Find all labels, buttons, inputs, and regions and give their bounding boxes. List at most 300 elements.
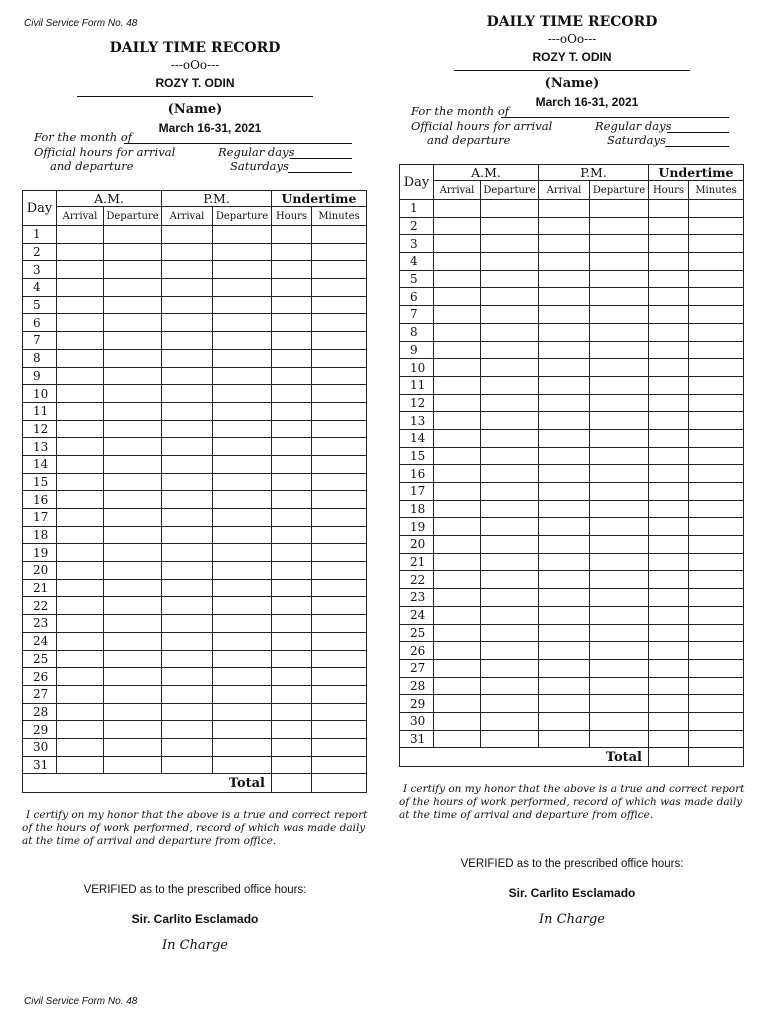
am-departure-cell[interactable]	[104, 279, 162, 297]
am-departure-cell[interactable]	[481, 359, 539, 377]
pm-arrival-cell[interactable]	[539, 341, 590, 359]
pm-arrival-cell[interactable]	[162, 491, 213, 509]
am-arrival-cell[interactable]	[434, 518, 481, 536]
am-arrival-cell[interactable]	[57, 473, 104, 491]
pm-arrival-cell[interactable]	[162, 615, 213, 633]
pm-arrival-cell[interactable]	[539, 624, 590, 642]
undertime-minutes-cell[interactable]	[312, 473, 367, 491]
undertime-hours-cell[interactable]	[649, 394, 689, 412]
pm-arrival-cell[interactable]	[162, 349, 213, 367]
undertime-hours-cell[interactable]	[272, 509, 312, 527]
am-departure-cell[interactable]	[104, 402, 162, 420]
pm-departure-cell[interactable]	[590, 412, 649, 430]
pm-arrival-cell[interactable]	[162, 367, 213, 385]
undertime-hours-cell[interactable]	[649, 624, 689, 642]
pm-departure-cell[interactable]	[590, 518, 649, 536]
pm-departure-cell[interactable]	[590, 217, 649, 235]
pm-arrival-cell[interactable]	[162, 385, 213, 403]
pm-arrival-cell[interactable]	[539, 217, 590, 235]
undertime-hours-cell[interactable]	[649, 270, 689, 288]
pm-arrival-cell[interactable]	[162, 402, 213, 420]
am-arrival-cell[interactable]	[57, 226, 104, 244]
undertime-minutes-cell[interactable]	[312, 438, 367, 456]
pm-arrival-cell[interactable]	[539, 712, 590, 730]
pm-arrival-cell[interactable]	[539, 376, 590, 394]
pm-departure-cell[interactable]	[590, 253, 649, 271]
undertime-hours-cell[interactable]	[272, 491, 312, 509]
pm-arrival-cell[interactable]	[539, 447, 590, 465]
undertime-minutes-cell[interactable]	[689, 659, 744, 677]
undertime-minutes-cell[interactable]	[689, 253, 744, 271]
pm-departure-cell[interactable]	[590, 624, 649, 642]
am-arrival-cell[interactable]	[434, 712, 481, 730]
am-departure-cell[interactable]	[481, 235, 539, 253]
am-departure-cell[interactable]	[481, 624, 539, 642]
undertime-hours-cell[interactable]	[649, 200, 689, 218]
am-departure-cell[interactable]	[104, 296, 162, 314]
pm-departure-cell[interactable]	[590, 359, 649, 377]
am-arrival-cell[interactable]	[434, 500, 481, 518]
pm-arrival-cell[interactable]	[162, 703, 213, 721]
am-arrival-cell[interactable]	[57, 279, 104, 297]
am-departure-cell[interactable]	[104, 650, 162, 668]
undertime-minutes-cell[interactable]	[312, 367, 367, 385]
pm-departure-cell[interactable]	[590, 429, 649, 447]
undertime-hours-cell[interactable]	[649, 323, 689, 341]
pm-arrival-cell[interactable]	[162, 756, 213, 774]
undertime-minutes-cell[interactable]	[689, 483, 744, 501]
pm-arrival-cell[interactable]	[539, 518, 590, 536]
pm-departure-cell[interactable]	[590, 659, 649, 677]
pm-arrival-cell[interactable]	[539, 659, 590, 677]
undertime-hours-cell[interactable]	[272, 261, 312, 279]
am-arrival-cell[interactable]	[434, 677, 481, 695]
am-arrival-cell[interactable]	[434, 235, 481, 253]
am-arrival-cell[interactable]	[57, 455, 104, 473]
undertime-hours-cell[interactable]	[272, 650, 312, 668]
pm-departure-cell[interactable]	[590, 730, 649, 748]
undertime-hours-cell[interactable]	[649, 253, 689, 271]
undertime-hours-cell[interactable]	[272, 243, 312, 261]
am-departure-cell[interactable]	[104, 455, 162, 473]
am-departure-cell[interactable]	[481, 730, 539, 748]
pm-departure-cell[interactable]	[213, 491, 272, 509]
undertime-hours-cell[interactable]	[272, 685, 312, 703]
am-arrival-cell[interactable]	[57, 367, 104, 385]
am-departure-cell[interactable]	[481, 200, 539, 218]
am-departure-cell[interactable]	[104, 579, 162, 597]
am-arrival-cell[interactable]	[57, 420, 104, 438]
am-departure-cell[interactable]	[104, 597, 162, 615]
am-departure-cell[interactable]	[481, 394, 539, 412]
undertime-hours-cell[interactable]	[649, 376, 689, 394]
undertime-hours-cell[interactable]	[272, 420, 312, 438]
undertime-minutes-cell[interactable]	[689, 376, 744, 394]
pm-departure-cell[interactable]	[213, 420, 272, 438]
am-arrival-cell[interactable]	[57, 544, 104, 562]
undertime-minutes-cell[interactable]	[312, 349, 367, 367]
pm-departure-cell[interactable]	[213, 473, 272, 491]
am-arrival-cell[interactable]	[57, 349, 104, 367]
am-arrival-cell[interactable]	[434, 642, 481, 660]
undertime-hours-cell[interactable]	[272, 562, 312, 580]
pm-arrival-cell[interactable]	[539, 235, 590, 253]
undertime-hours-cell[interactable]	[649, 483, 689, 501]
pm-arrival-cell[interactable]	[539, 306, 590, 324]
pm-departure-cell[interactable]	[590, 323, 649, 341]
am-arrival-cell[interactable]	[57, 296, 104, 314]
undertime-minutes-cell[interactable]	[689, 341, 744, 359]
am-arrival-cell[interactable]	[57, 491, 104, 509]
pm-departure-cell[interactable]	[213, 296, 272, 314]
pm-departure-cell[interactable]	[590, 642, 649, 660]
am-departure-cell[interactable]	[104, 367, 162, 385]
undertime-hours-cell[interactable]	[649, 712, 689, 730]
pm-departure-cell[interactable]	[590, 465, 649, 483]
undertime-hours-cell[interactable]	[649, 447, 689, 465]
am-arrival-cell[interactable]	[434, 341, 481, 359]
am-arrival-cell[interactable]	[434, 536, 481, 554]
pm-arrival-cell[interactable]	[539, 606, 590, 624]
pm-departure-cell[interactable]	[213, 385, 272, 403]
am-arrival-cell[interactable]	[434, 695, 481, 713]
undertime-minutes-cell[interactable]	[312, 261, 367, 279]
am-arrival-cell[interactable]	[57, 385, 104, 403]
pm-departure-cell[interactable]	[213, 562, 272, 580]
am-arrival-cell[interactable]	[57, 703, 104, 721]
undertime-minutes-cell[interactable]	[312, 226, 367, 244]
am-departure-cell[interactable]	[104, 385, 162, 403]
undertime-hours-cell[interactable]	[272, 615, 312, 633]
undertime-minutes-cell[interactable]	[312, 756, 367, 774]
am-arrival-cell[interactable]	[57, 721, 104, 739]
am-arrival-cell[interactable]	[57, 261, 104, 279]
am-departure-cell[interactable]	[481, 323, 539, 341]
pm-arrival-cell[interactable]	[162, 579, 213, 597]
pm-arrival-cell[interactable]	[162, 314, 213, 332]
am-departure-cell[interactable]	[104, 615, 162, 633]
undertime-minutes-cell[interactable]	[689, 606, 744, 624]
am-arrival-cell[interactable]	[434, 412, 481, 430]
am-departure-cell[interactable]	[481, 642, 539, 660]
undertime-hours-cell[interactable]	[649, 429, 689, 447]
am-departure-cell[interactable]	[481, 500, 539, 518]
pm-departure-cell[interactable]	[590, 341, 649, 359]
pm-departure-cell[interactable]	[213, 509, 272, 527]
am-departure-cell[interactable]	[481, 447, 539, 465]
am-departure-cell[interactable]	[481, 376, 539, 394]
undertime-minutes-cell[interactable]	[312, 703, 367, 721]
pm-arrival-cell[interactable]	[162, 526, 213, 544]
undertime-minutes-cell[interactable]	[689, 323, 744, 341]
undertime-minutes-cell[interactable]	[312, 314, 367, 332]
am-arrival-cell[interactable]	[57, 509, 104, 527]
undertime-minutes-cell[interactable]	[312, 420, 367, 438]
pm-arrival-cell[interactable]	[162, 509, 213, 527]
pm-departure-cell[interactable]	[213, 367, 272, 385]
am-arrival-cell[interactable]	[57, 579, 104, 597]
undertime-minutes-cell[interactable]	[312, 296, 367, 314]
pm-arrival-cell[interactable]	[539, 553, 590, 571]
am-arrival-cell[interactable]	[434, 553, 481, 571]
undertime-minutes-cell[interactable]	[689, 571, 744, 589]
am-arrival-cell[interactable]	[57, 597, 104, 615]
undertime-hours-cell[interactable]	[272, 703, 312, 721]
pm-arrival-cell[interactable]	[162, 226, 213, 244]
am-arrival-cell[interactable]	[57, 332, 104, 350]
undertime-hours-cell[interactable]	[649, 730, 689, 748]
am-departure-cell[interactable]	[104, 314, 162, 332]
am-arrival-cell[interactable]	[57, 526, 104, 544]
am-departure-cell[interactable]	[104, 756, 162, 774]
pm-arrival-cell[interactable]	[162, 721, 213, 739]
undertime-hours-cell[interactable]	[272, 455, 312, 473]
pm-arrival-cell[interactable]	[162, 597, 213, 615]
undertime-minutes-cell[interactable]	[312, 385, 367, 403]
pm-arrival-cell[interactable]	[539, 394, 590, 412]
am-arrival-cell[interactable]	[434, 200, 481, 218]
undertime-hours-cell[interactable]	[272, 668, 312, 686]
am-arrival-cell[interactable]	[57, 650, 104, 668]
undertime-minutes-cell[interactable]	[689, 712, 744, 730]
undertime-hours-cell[interactable]	[272, 385, 312, 403]
undertime-minutes-cell[interactable]	[312, 668, 367, 686]
undertime-hours-cell[interactable]	[272, 402, 312, 420]
undertime-hours-cell[interactable]	[272, 438, 312, 456]
pm-arrival-cell[interactable]	[539, 695, 590, 713]
pm-arrival-cell[interactable]	[162, 738, 213, 756]
pm-departure-cell[interactable]	[590, 571, 649, 589]
pm-departure-cell[interactable]	[213, 756, 272, 774]
pm-arrival-cell[interactable]	[162, 632, 213, 650]
pm-departure-cell[interactable]	[213, 243, 272, 261]
am-departure-cell[interactable]	[104, 526, 162, 544]
undertime-minutes-cell[interactable]	[689, 642, 744, 660]
undertime-hours-cell[interactable]	[272, 296, 312, 314]
undertime-minutes-cell[interactable]	[312, 597, 367, 615]
am-departure-cell[interactable]	[104, 491, 162, 509]
am-departure-cell[interactable]	[104, 562, 162, 580]
pm-arrival-cell[interactable]	[539, 270, 590, 288]
pm-departure-cell[interactable]	[590, 712, 649, 730]
am-departure-cell[interactable]	[481, 518, 539, 536]
undertime-hours-cell[interactable]	[272, 597, 312, 615]
am-arrival-cell[interactable]	[434, 270, 481, 288]
undertime-minutes-cell[interactable]	[689, 270, 744, 288]
pm-arrival-cell[interactable]	[162, 332, 213, 350]
pm-departure-cell[interactable]	[213, 314, 272, 332]
am-arrival-cell[interactable]	[434, 217, 481, 235]
am-departure-cell[interactable]	[104, 261, 162, 279]
am-arrival-cell[interactable]	[434, 659, 481, 677]
undertime-hours-cell[interactable]	[649, 235, 689, 253]
am-arrival-cell[interactable]	[57, 668, 104, 686]
undertime-minutes-cell[interactable]	[689, 288, 744, 306]
pm-departure-cell[interactable]	[213, 402, 272, 420]
undertime-hours-cell[interactable]	[649, 589, 689, 607]
am-departure-cell[interactable]	[481, 677, 539, 695]
am-arrival-cell[interactable]	[57, 402, 104, 420]
undertime-minutes-cell[interactable]	[689, 429, 744, 447]
undertime-minutes-cell[interactable]	[312, 632, 367, 650]
undertime-hours-cell[interactable]	[649, 217, 689, 235]
am-departure-cell[interactable]	[481, 606, 539, 624]
undertime-minutes-cell[interactable]	[689, 695, 744, 713]
am-arrival-cell[interactable]	[57, 632, 104, 650]
am-arrival-cell[interactable]	[434, 359, 481, 377]
undertime-minutes-cell[interactable]	[312, 579, 367, 597]
am-departure-cell[interactable]	[104, 509, 162, 527]
am-departure-cell[interactable]	[104, 738, 162, 756]
undertime-hours-cell[interactable]	[649, 695, 689, 713]
am-departure-cell[interactable]	[481, 270, 539, 288]
pm-arrival-cell[interactable]	[162, 685, 213, 703]
am-departure-cell[interactable]	[481, 306, 539, 324]
undertime-hours-cell[interactable]	[272, 279, 312, 297]
undertime-minutes-cell[interactable]	[312, 544, 367, 562]
pm-departure-cell[interactable]	[213, 279, 272, 297]
undertime-hours-cell[interactable]	[649, 677, 689, 695]
am-departure-cell[interactable]	[481, 217, 539, 235]
pm-departure-cell[interactable]	[213, 685, 272, 703]
pm-departure-cell[interactable]	[213, 332, 272, 350]
am-departure-cell[interactable]	[104, 420, 162, 438]
am-arrival-cell[interactable]	[434, 730, 481, 748]
undertime-minutes-cell[interactable]	[312, 526, 367, 544]
undertime-hours-cell[interactable]	[272, 332, 312, 350]
pm-arrival-cell[interactable]	[162, 562, 213, 580]
am-arrival-cell[interactable]	[57, 314, 104, 332]
am-arrival-cell[interactable]	[434, 376, 481, 394]
undertime-hours-cell[interactable]	[272, 473, 312, 491]
pm-arrival-cell[interactable]	[539, 288, 590, 306]
undertime-minutes-cell[interactable]	[689, 624, 744, 642]
am-arrival-cell[interactable]	[434, 394, 481, 412]
am-arrival-cell[interactable]	[434, 323, 481, 341]
pm-arrival-cell[interactable]	[162, 473, 213, 491]
undertime-minutes-cell[interactable]	[312, 650, 367, 668]
pm-departure-cell[interactable]	[213, 349, 272, 367]
undertime-minutes-cell[interactable]	[312, 685, 367, 703]
pm-arrival-cell[interactable]	[162, 261, 213, 279]
pm-departure-cell[interactable]	[213, 650, 272, 668]
pm-arrival-cell[interactable]	[162, 279, 213, 297]
am-departure-cell[interactable]	[104, 668, 162, 686]
undertime-hours-cell[interactable]	[272, 756, 312, 774]
am-departure-cell[interactable]	[104, 243, 162, 261]
pm-departure-cell[interactable]	[213, 544, 272, 562]
pm-departure-cell[interactable]	[213, 579, 272, 597]
am-departure-cell[interactable]	[481, 483, 539, 501]
undertime-hours-cell[interactable]	[649, 571, 689, 589]
pm-departure-cell[interactable]	[213, 615, 272, 633]
undertime-hours-cell[interactable]	[649, 412, 689, 430]
am-arrival-cell[interactable]	[57, 615, 104, 633]
undertime-minutes-cell[interactable]	[312, 243, 367, 261]
undertime-hours-cell[interactable]	[272, 526, 312, 544]
pm-arrival-cell[interactable]	[539, 730, 590, 748]
undertime-hours-cell[interactable]	[649, 536, 689, 554]
am-departure-cell[interactable]	[104, 473, 162, 491]
undertime-minutes-cell[interactable]	[689, 200, 744, 218]
pm-arrival-cell[interactable]	[162, 650, 213, 668]
pm-departure-cell[interactable]	[213, 261, 272, 279]
am-departure-cell[interactable]	[104, 226, 162, 244]
am-departure-cell[interactable]	[481, 412, 539, 430]
pm-departure-cell[interactable]	[590, 306, 649, 324]
pm-departure-cell[interactable]	[213, 526, 272, 544]
pm-arrival-cell[interactable]	[162, 438, 213, 456]
am-arrival-cell[interactable]	[434, 624, 481, 642]
pm-departure-cell[interactable]	[590, 606, 649, 624]
pm-arrival-cell[interactable]	[539, 571, 590, 589]
undertime-minutes-cell[interactable]	[689, 677, 744, 695]
am-departure-cell[interactable]	[104, 721, 162, 739]
pm-arrival-cell[interactable]	[539, 253, 590, 271]
am-departure-cell[interactable]	[481, 695, 539, 713]
undertime-minutes-cell[interactable]	[689, 412, 744, 430]
undertime-minutes-cell[interactable]	[689, 465, 744, 483]
undertime-hours-cell[interactable]	[649, 465, 689, 483]
am-departure-cell[interactable]	[481, 589, 539, 607]
undertime-minutes-cell[interactable]	[689, 589, 744, 607]
undertime-minutes-cell[interactable]	[312, 279, 367, 297]
am-arrival-cell[interactable]	[434, 606, 481, 624]
undertime-minutes-cell[interactable]	[689, 306, 744, 324]
pm-arrival-cell[interactable]	[162, 544, 213, 562]
undertime-hours-cell[interactable]	[272, 738, 312, 756]
pm-departure-cell[interactable]	[590, 677, 649, 695]
pm-arrival-cell[interactable]	[539, 677, 590, 695]
am-departure-cell[interactable]	[104, 332, 162, 350]
am-departure-cell[interactable]	[104, 438, 162, 456]
am-arrival-cell[interactable]	[57, 243, 104, 261]
am-arrival-cell[interactable]	[434, 253, 481, 271]
am-arrival-cell[interactable]	[434, 429, 481, 447]
pm-arrival-cell[interactable]	[162, 243, 213, 261]
undertime-minutes-cell[interactable]	[312, 455, 367, 473]
pm-departure-cell[interactable]	[590, 483, 649, 501]
pm-arrival-cell[interactable]	[162, 296, 213, 314]
am-departure-cell[interactable]	[481, 571, 539, 589]
undertime-hours-cell[interactable]	[272, 367, 312, 385]
undertime-minutes-cell[interactable]	[689, 730, 744, 748]
pm-arrival-cell[interactable]	[539, 483, 590, 501]
pm-arrival-cell[interactable]	[539, 359, 590, 377]
am-departure-cell[interactable]	[481, 429, 539, 447]
am-departure-cell[interactable]	[481, 253, 539, 271]
pm-departure-cell[interactable]	[590, 695, 649, 713]
undertime-minutes-cell[interactable]	[312, 615, 367, 633]
undertime-hours-cell[interactable]	[649, 306, 689, 324]
undertime-hours-cell[interactable]	[272, 632, 312, 650]
undertime-hours-cell[interactable]	[649, 659, 689, 677]
undertime-minutes-cell[interactable]	[312, 562, 367, 580]
am-departure-cell[interactable]	[481, 553, 539, 571]
undertime-hours-cell[interactable]	[649, 341, 689, 359]
am-departure-cell[interactable]	[481, 465, 539, 483]
pm-arrival-cell[interactable]	[162, 668, 213, 686]
pm-departure-cell[interactable]	[213, 438, 272, 456]
pm-arrival-cell[interactable]	[539, 412, 590, 430]
am-arrival-cell[interactable]	[57, 756, 104, 774]
undertime-hours-cell[interactable]	[272, 349, 312, 367]
pm-arrival-cell[interactable]	[162, 455, 213, 473]
pm-arrival-cell[interactable]	[539, 642, 590, 660]
undertime-hours-cell[interactable]	[649, 642, 689, 660]
am-departure-cell[interactable]	[481, 341, 539, 359]
undertime-minutes-cell[interactable]	[312, 402, 367, 420]
